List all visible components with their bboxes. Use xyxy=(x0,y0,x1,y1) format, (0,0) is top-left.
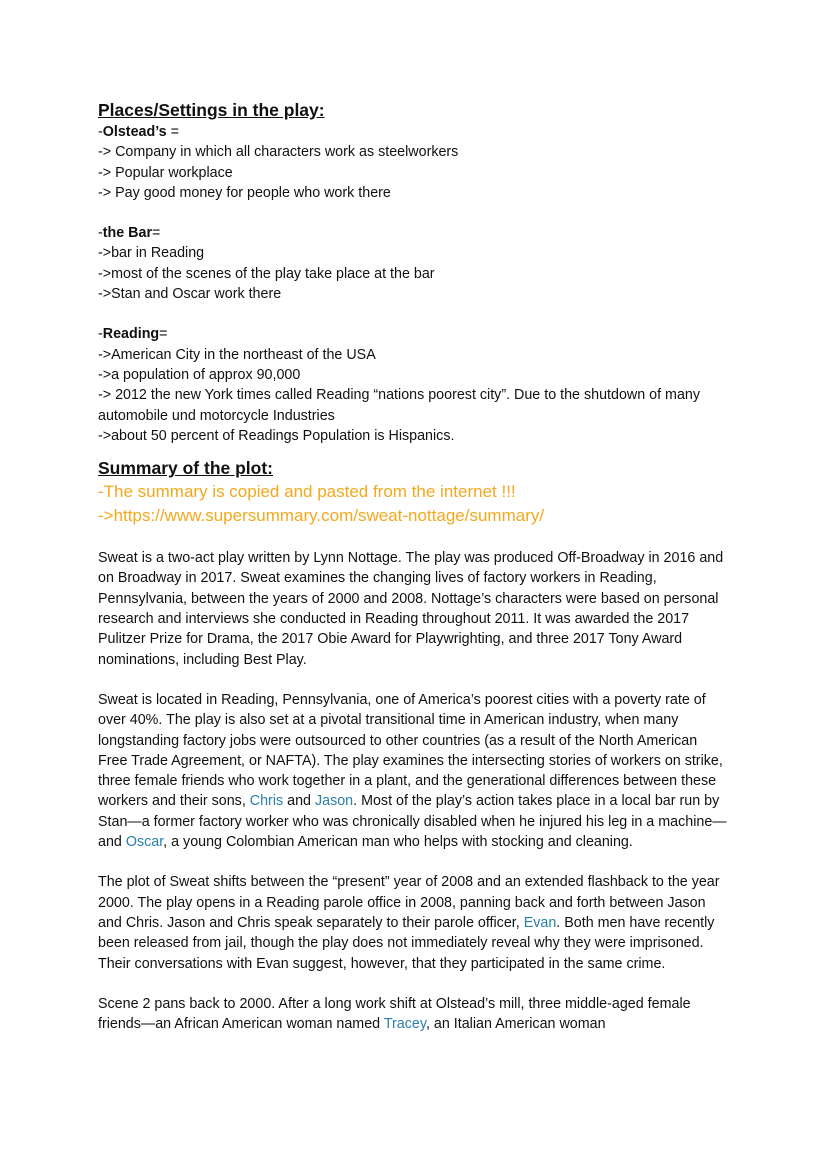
paragraph-text: The plot of Sweat shifts between the “present” year of 2008 and an extended flashback to the year 2000. The play opens in a Reading parole office in 2008, panning back and forth between Jason and Chris. Jason and Chris speak separately to their parole officer, xyxy=(98,874,720,931)
olstead-line: -> Popular workplace xyxy=(98,164,233,181)
reading-title: Reading xyxy=(102,326,160,343)
link-jason[interactable]: Jason xyxy=(314,793,354,810)
reading-line: ->American City in the northeast of the USA xyxy=(98,346,376,363)
summary-heading: Summary of the plot: xyxy=(98,458,274,479)
link-evan[interactable]: Evan xyxy=(523,914,557,931)
olstead-title-line xyxy=(98,122,730,142)
summary-paragraph-2 xyxy=(98,690,730,852)
reading-line: ->a population of approx 90,000 xyxy=(98,366,301,383)
bar-title-line xyxy=(98,223,730,243)
bar-line: ->most of the scenes of the play take place at the bar xyxy=(98,265,435,282)
link-tracey[interactable]: Tracey xyxy=(383,1016,426,1033)
reading-line: ->about 50 percent of Readings Population is Hispanics. xyxy=(98,427,455,444)
reading-line: -> 2012 the new York times called Reading “nations poorest city”. Due to the shutdown of many automobile und motorcycle Industries xyxy=(98,387,701,424)
olstead-suffix: = xyxy=(166,124,179,140)
paragraph-text: . Most of the play’s action takes place in a local bar run by Stan—a former factory worker who was chronically disabled when he injured his leg in a machine—and xyxy=(98,793,727,851)
olstead-line: -> Company in which all characters work as steelworkers xyxy=(98,144,459,161)
summary-note-copied: -The summary is copied and pasted from the internet !!! xyxy=(98,482,516,502)
olstead-prefix: - xyxy=(98,124,103,140)
summary-paragraph-3 xyxy=(98,872,730,973)
paragraph-text: Scene 2 pans back to 2000. After a long work shift at Olstead’s mill, three middle-aged female friends—an African American woman named xyxy=(98,995,691,1033)
olstead-title: Olstead’s xyxy=(102,124,167,140)
summary-source-url[interactable]: ->https://www.supersummary.com/sweat-nottage/summary/ xyxy=(98,506,545,526)
reading-prefix: - xyxy=(98,326,103,343)
paragraph-text: . Both men have recently been released from jail, though the play does not immediately reveal why they were imprisoned. Their conversations with Evan suggest, however, that they participated in the same crime. xyxy=(98,914,715,972)
link-chris[interactable]: Chris xyxy=(249,793,284,810)
link-oscar[interactable]: Oscar xyxy=(125,834,164,851)
summary-paragraph-4 xyxy=(98,994,730,1035)
paragraph-text: and xyxy=(283,793,315,810)
bar-line: ->bar in Reading xyxy=(98,245,205,262)
paragraph-text: , a young Colombian American man who helps with stocking and cleaning. xyxy=(163,834,633,851)
bar-suffix: = xyxy=(152,225,161,242)
document-page xyxy=(98,98,730,1034)
bar-prefix: - xyxy=(98,225,103,242)
bar-title: the Bar xyxy=(102,225,153,242)
bar-line: ->Stan and Oscar work there xyxy=(98,286,282,303)
olstead-line: -> Pay good money for people who work there xyxy=(98,184,391,201)
places-heading: Places/Settings in the play: xyxy=(98,100,325,120)
reading-suffix: = xyxy=(159,326,168,343)
paragraph-text: , an Italian American woman xyxy=(425,1016,606,1033)
summary-paragraph-1: Sweat is a two-act play written by Lynn Nottage. The play was produced Off-Broadway in 2016 and on Broadway in 2017. Sweat examines the changing lives of factory workers in Reading, Pennsylvania, between the years of 2000 and 2008. Nottage’s characters were based on personal research and interviews she conducted in Reading throughout 2011. It was awarded the 2017 Pulitzer Prize for Drama, the 2017 Obie Award for Playwrighting, and three 2017 Tony Award nominations, including Best Play. xyxy=(98,550,724,668)
paragraph-text: Sweat is located in Reading, Pennsylvania, one of America’s poorest cities with a poverty rate of over 40%. The play is also set at a pivotal transitional time in American industry, when many longstanding factory jobs were outsourced to other countries (as a result of the North American Free Trade Agreement, or NAFTA). The play examines the intersecting stories of workers on strike, three female friends who work together in a plant, and the generational differences between these workers and their sons, xyxy=(98,691,723,810)
reading-title-line xyxy=(98,324,730,344)
